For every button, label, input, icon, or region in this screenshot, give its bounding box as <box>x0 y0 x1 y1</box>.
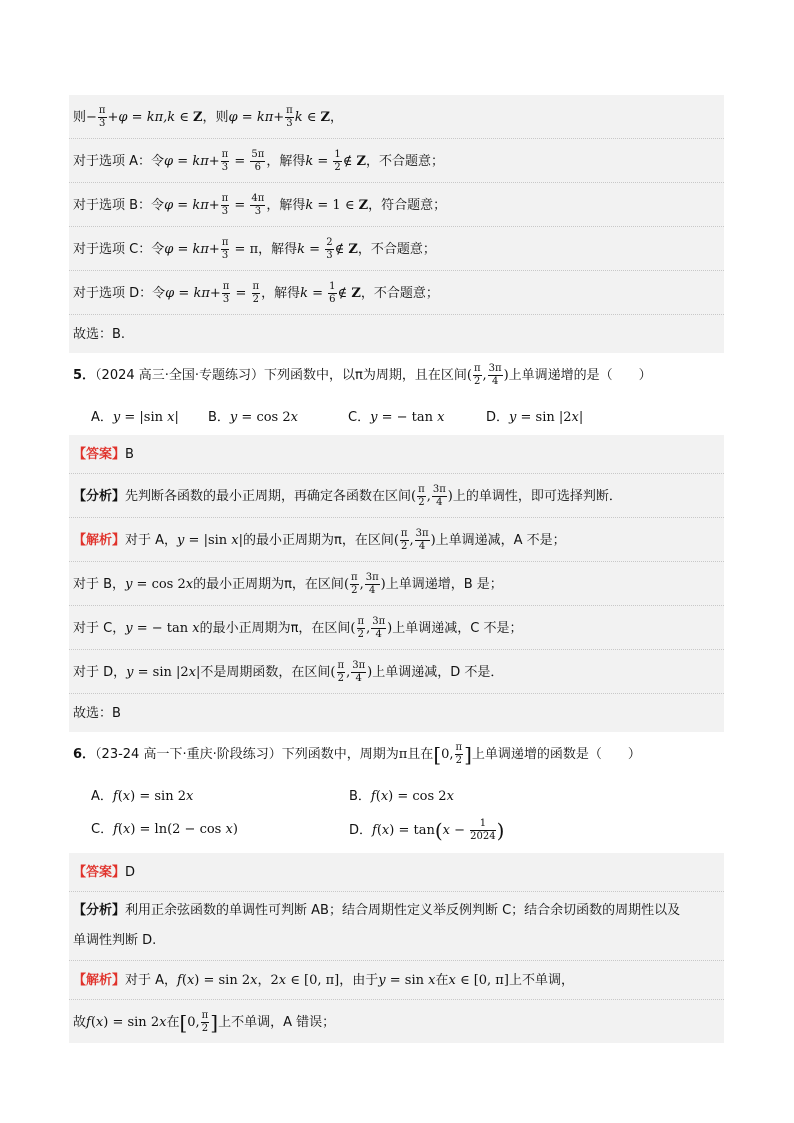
solution-line-option-b: 对于选项 B：令φ = kπ+ $\frac{\pi}{3}$ = $\frac{4\pi}{3}$ ，解得k = 1 ∈ Z，符合题意； <box>69 183 724 227</box>
text: 利用正余弦函数的单调性可判断 AB；结合周期性定义举反例判断 C；结合余切函数的周期性以及 <box>125 903 681 918</box>
solution-line-b: 对于 B，y = cos 2x的最小正周期为π，在区间( $\frac{\pi}{2}$ , $\frac{3\pi}{4}$ )上单调递增，B 是； <box>69 562 724 606</box>
text: ，由于 <box>339 973 379 988</box>
text: 上单调递减，C 不是； <box>392 621 523 636</box>
question-5 <box>69 353 724 435</box>
text: 先判断各函数的最小正周期，再确定各函数在区间 <box>125 489 412 504</box>
text: 对于 A， <box>125 533 178 548</box>
solution-line-a: 【解析】对于 A，y = |sin x|的最小正周期为π，在区间( $\frac{\pi}{2}$ , $\frac{3\pi}{4}$ )上单调递减，A 不是； <box>69 518 724 562</box>
option-c[interactable]: C．f(x) = ln(2 − cos x) <box>91 822 238 837</box>
text: 在 <box>435 973 449 988</box>
text: 上单调递减，A 不是； <box>435 533 566 548</box>
text: 且在 <box>407 747 434 762</box>
text: 上单调递增的是（ ） <box>508 368 652 383</box>
option-a[interactable]: A．y = |sin x| <box>91 410 179 425</box>
text: 对于选项 B：令 <box>73 198 165 213</box>
text: ，解得 <box>266 198 306 213</box>
text: 对于选项 A：令 <box>73 154 165 169</box>
answer-tag: 【答案】 <box>73 865 126 880</box>
analysis-tag: 【分析】 <box>73 489 126 504</box>
text: 上单调递增的函数是（ ） <box>471 747 641 762</box>
text: 对于 A， <box>125 973 178 988</box>
question-number: 5． <box>73 368 96 383</box>
text: 的最小正周期为π，在区间 <box>199 621 351 636</box>
text: ， <box>330 110 344 125</box>
text: 则 <box>73 110 87 125</box>
text: 对于 B， <box>73 577 126 592</box>
text: ，解得 <box>266 154 306 169</box>
solution-tag: 【解析】 <box>73 973 126 988</box>
answer-value: B <box>125 447 134 462</box>
text: ，则 <box>202 110 229 125</box>
analysis-line <box>69 892 724 961</box>
text: 下列函数中，周期为 <box>281 747 399 762</box>
document-page <box>69 95 724 1043</box>
question-6 <box>69 732 724 853</box>
text: 在 <box>166 1015 180 1030</box>
option-c[interactable]: C．y = − tan x <box>348 410 445 425</box>
option-d[interactable]: D．f(x) = tan(x − $\frac{1}{2024}$ ) <box>349 818 505 843</box>
solution-line-option-a: 对于选项 A：令φ = kπ+ $\frac{\pi}{3}$ = $\frac{5\pi}{6}$ ，解得k = $\frac{1}{2}$ ∉ Z，不合题意； <box>69 139 724 183</box>
text: ，不合题意； <box>360 286 439 301</box>
text: 不是周期函数，在区间 <box>200 665 331 680</box>
solution-line-option-d: 对于选项 D：令φ = kπ+ $\frac{\pi}{3}$ = $\frac{\pi}{2}$ ，解得k = $\frac{1}{6}$ ∉ Z，不合题意； <box>69 271 724 315</box>
solution-block-q5 <box>69 435 724 732</box>
text: 上不单调， <box>508 973 574 988</box>
text: 的最小正周期为π，在区间 <box>243 533 394 548</box>
text: ，不合题意； <box>357 242 436 257</box>
option-a[interactable]: A．f(x) = sin 2x <box>91 789 194 804</box>
text: ， <box>257 973 271 988</box>
answer-tag: 【答案】 <box>73 447 126 462</box>
solution-line-option-c: 对于选项 C：令φ = kπ+ $\frac{\pi}{3}$ = π，解得k = $\frac{2}{3}$ ∉ Z，不合题意； <box>69 227 724 271</box>
answer-line <box>69 435 724 474</box>
answer-line <box>69 853 724 892</box>
text: 故 <box>73 1015 87 1030</box>
solution-line-1: 【解析】对于 A，f(x) = sin 2x，2x ∈ [0, π]，由于y = sin x在x ∈ [0, π]上不单调， <box>69 961 724 1000</box>
solution-tag: 【解析】 <box>73 533 126 548</box>
question-stem: 5．（2024 高三·全国·专题练习）下列函数中，以π为周期，且在区间( $\frac{\pi}{2}$ , $\frac{3\pi}{4}$ )上单调递增的是（ ） <box>73 363 652 387</box>
solution-block-q4 <box>69 95 724 353</box>
text: ，不合题意； <box>366 154 445 169</box>
text: 的最小正周期为π，在区间 <box>193 577 344 592</box>
text: ，解得 <box>261 286 301 301</box>
text: 上的单调性，即可选择判断． <box>452 489 622 504</box>
analysis-line: 【分析】先判断各函数的最小正周期，再确定各函数在区间( $\frac{\pi}{2}$ , $\frac{3\pi}{4}$ )上的单调性，即可选择判断． <box>69 474 724 518</box>
text: 上不单调，A 错误； <box>218 1015 336 1030</box>
option-d[interactable]: D．y = sin |2x| <box>486 410 584 425</box>
text: 对于选项 D：令 <box>73 286 166 301</box>
text: 上单调递增，B 是； <box>385 577 503 592</box>
solution-line-d: 对于 D，y = sin |2x|不是周期函数，在区间( $\frac{\pi}{2}$ , $\frac{3\pi}{4}$ )上单调递减，D 不是． <box>69 650 724 694</box>
question-source: （2024 高三·全国·专题练习） <box>95 368 265 383</box>
solution-block-q6 <box>69 853 724 1043</box>
text: ，符合题意； <box>368 198 447 213</box>
text: 上单调递减，D 不是． <box>372 665 504 680</box>
text: 对于 D， <box>73 665 127 680</box>
analysis-tag: 【分析】 <box>73 903 126 918</box>
options <box>69 398 724 435</box>
option-b[interactable]: B．f(x) = cos 2x <box>349 789 454 804</box>
question-source: （23-24 高一下·重庆·阶段练习） <box>95 747 282 762</box>
question-stem: 6．（23-24 高一下·重庆·阶段练习）下列函数中，周期为π且在[0, $\frac{\pi}{2}$ ]上单调递增的函数是（ ） <box>73 742 641 767</box>
text: ，解得 <box>258 242 298 257</box>
solution-line-c: 对于 C，y = − tan x的最小正周期为π，在区间( $\frac{\pi}{2}$ , $\frac{3\pi}{4}$ )上单调递减，C 不是； <box>69 606 724 650</box>
solution-choice: 故选：B. <box>73 327 126 342</box>
option-b[interactable]: B．y = cos 2x <box>208 410 298 425</box>
options <box>69 777 724 853</box>
text: 对于选项 C：令 <box>73 242 165 257</box>
answer-value: D <box>125 865 136 880</box>
solution-line-2: 故f(x) = sin 2x在[0, $\frac{\pi}{2}$ ]上不单调，A 错误； <box>73 1010 336 1035</box>
question-number: 6． <box>73 747 96 762</box>
solution-choice: 故选：B <box>73 706 121 721</box>
text: 单调性判断 D. <box>73 933 157 948</box>
text: 下列函数中，以π为周期，且在区间 <box>264 368 467 383</box>
solution-line: 则− $\frac{\pi}{3}$ +φ = kπ,k ∈ Z，则φ = kπ+ $\frac{\pi}{3}$ k ∈ Z， <box>69 95 724 139</box>
text: 对于 C， <box>73 621 126 636</box>
